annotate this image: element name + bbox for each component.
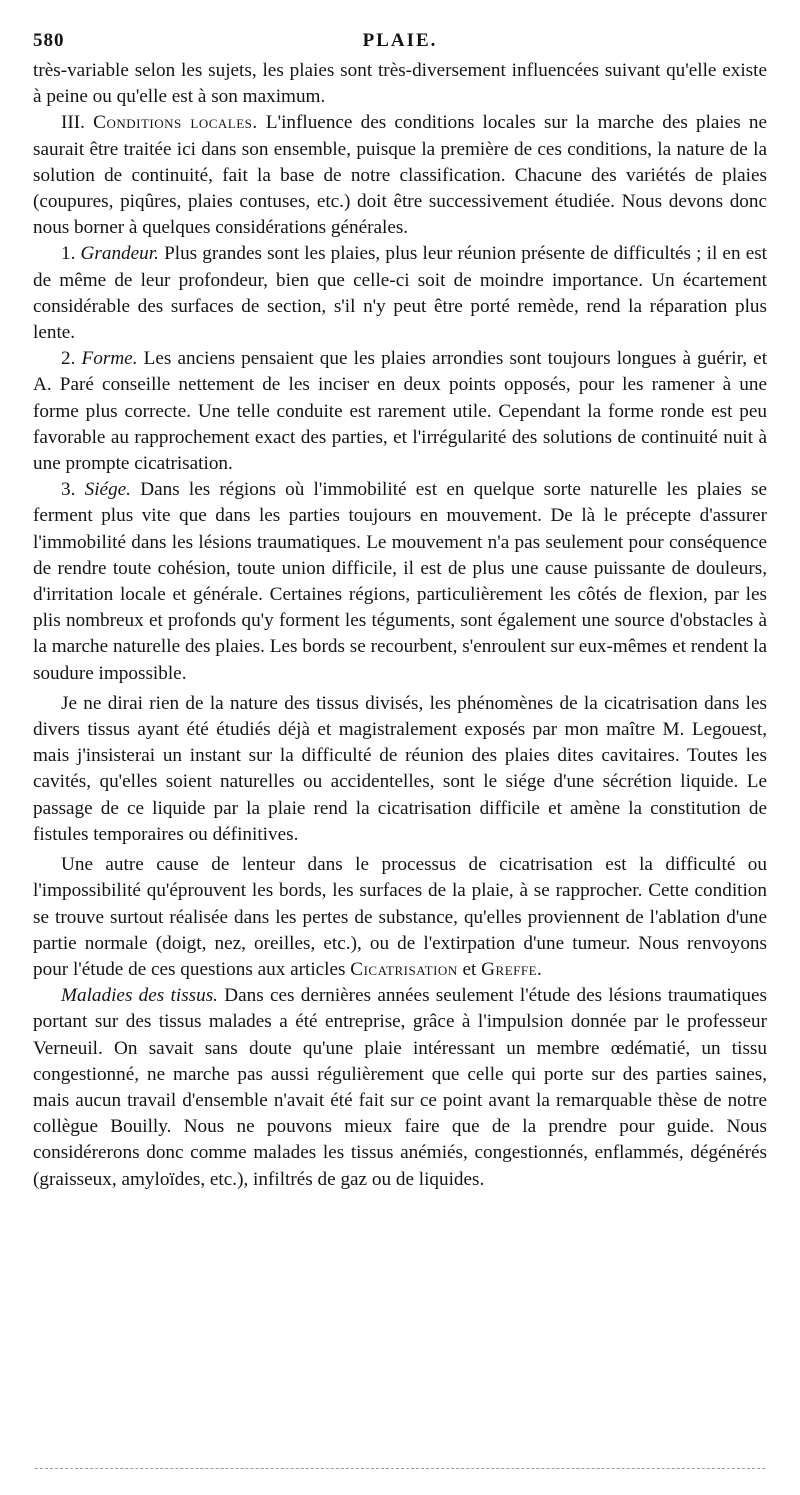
- document-page: [33, 28, 767, 1193]
- item-number: 3.: [61, 479, 76, 501]
- item-number: 2.: [61, 348, 76, 370]
- paragraph-local-conditions: [33, 110, 767, 241]
- paragraph-forme: [33, 346, 767, 477]
- item-number: 1.: [61, 243, 76, 265]
- section-heading-local-conditions: Conditions locales.: [93, 112, 258, 134]
- cross-reference-cicatrisation: Cicatrisation: [350, 958, 458, 980]
- cross-reference-greffe: Greffe.: [481, 958, 543, 980]
- paragraph-text: Dans ces dernières années seulement l'étude des lésions traumatiques portant sur des tissus malades a été entreprise, grâce à l'impulsion donnée par le professeur Verneuil. On savait sans doute qu'une plaie intéressant un membre œdématié, un tissu congestionné, ne marche pas aussi régulièrement que celle qui porte sur des parties saines, mais aucun travail d'ensemble n'avait été fait sur ce point avant la remarquable thèse de notre collègue Bouilly. Nous ne pouvons mieux faire que de la prendre pour guide. Nous considérerons donc comme malades les tissus anémiés, congestionnés, enflammés, dégénérés (graisseux, amyloïdes, etc.), infiltrés de gaz ou de liquides.: [33, 985, 767, 1190]
- paragraph-text: Les anciens pensaient que les plaies arrondies sont toujours longues à guérir, et A. Paré conseille nettement de les inciser en deux points opposés, pour les ramener à une forme plus correcte. Une telle conduite est rarement utile. Cependant la forme ronde est peu favorable au rapprochement exact des parties, et l'irrégularité des solutions de continuité nuit à une prompte cicatrisation.: [33, 348, 768, 475]
- footer-divider: [35, 1468, 765, 1469]
- page-header: [33, 28, 767, 58]
- paragraph-continuation: très-variable selon les sujets, les plaies sont très-diversement influencées suivant qu'elle existe à peine ou qu'elle est à son maximum.: [33, 60, 767, 108]
- paragraph-siege: [33, 477, 767, 687]
- item-heading-maladies: Maladies des tissus.: [61, 985, 218, 1007]
- conjunction: et: [462, 958, 477, 980]
- item-heading-siege: Siége.: [84, 479, 131, 501]
- paragraph-maladies-des-tissus: [33, 983, 767, 1193]
- body-text: [33, 58, 767, 1193]
- paragraph-text: L'influence des conditions locales sur la marche des plaies ne saurait être traitée ici dans son ensemble, puisque la première de ces conditions, la nature de la solution de continuité, fait la base de notre classification. Chacune des variétés de plaies (coupures, piqûres, plaies contuses, etc.) doit être successivement étudiée. Nous devons donc nous borner à quelques considérations générales.: [33, 112, 768, 239]
- paragraph-grandeur: [33, 241, 767, 346]
- running-head: PLAIE.: [362, 30, 438, 51]
- item-heading-grandeur: Grandeur.: [80, 243, 159, 265]
- paragraph-text: Dans les régions où l'immobilité est en quelque sorte naturelle les plaies se ferment plus vite que dans les parties toujours en mouvement. De là le précepte d'assurer l'immobilité dans les lésions traumatiques. Le mouvement n'a pas seulement pour conséquence de rendre toute cohésion, toute union difficile, il est de plus une cause puissante de douleurs, d'irritation locale et générale. Certaines régions, particulièrement les côtés de flexion, par les plis nombreux et profonds qu'y forment les téguments, sont également une source d'obstacles à la marche naturelle des plaies. Les bords se recourbent, s'enroulent sur eux-mêmes et rendent la soudure impossible.: [33, 479, 767, 684]
- page-number: 580: [33, 30, 65, 51]
- paragraph-tissus-divises: Je ne dirai rien de la nature des tissus divisés, les phénomènes de la cicatrisation dans les divers tissus ayant été étudiés déjà et magistralement exposés par mon maître M. Legouest, mais j'insisterai un instant sur la difficulté de réunion des plaies dites cavitaires. Toutes les cavités, qu'elles soient naturelles ou accidentelles, sont le siége d'une sécrétion liquide. Le passage de ce liquide par la plaie rend la cicatrisation difficile et amène la constitution de fistules temporaires ou définitives.: [33, 692, 767, 845]
- paragraph-text: Plus grandes sont les plaies, plus leur réunion présente de difficultés ; il en est de même de leur profondeur, bien que celle-ci soit de moindre importance. Un écartement considérable des surfaces de section, s'il n'y peut être porté remède, rend la réparation plus lente.: [33, 243, 768, 344]
- paragraph-lenteur: [33, 852, 767, 983]
- item-heading-forme: Forme.: [81, 348, 138, 370]
- paragraph-text: Une autre cause de lenteur dans le processus de cicatrisation est la difficulté ou l'impossibilité qu'éprouvent les bords, les surfaces de la plaie, à se rapprocher. Cette condition se trouve surtout réalisée dans les pertes de substance, qu'elles proviennent de l'ablation d'une partie normale (doigt, nez, oreilles, etc.), ou de l'extirpation d'une tumeur. Nous renvoyons pour l'étude de ces questions aux articles: [33, 854, 767, 980]
- section-number: III.: [61, 112, 85, 134]
